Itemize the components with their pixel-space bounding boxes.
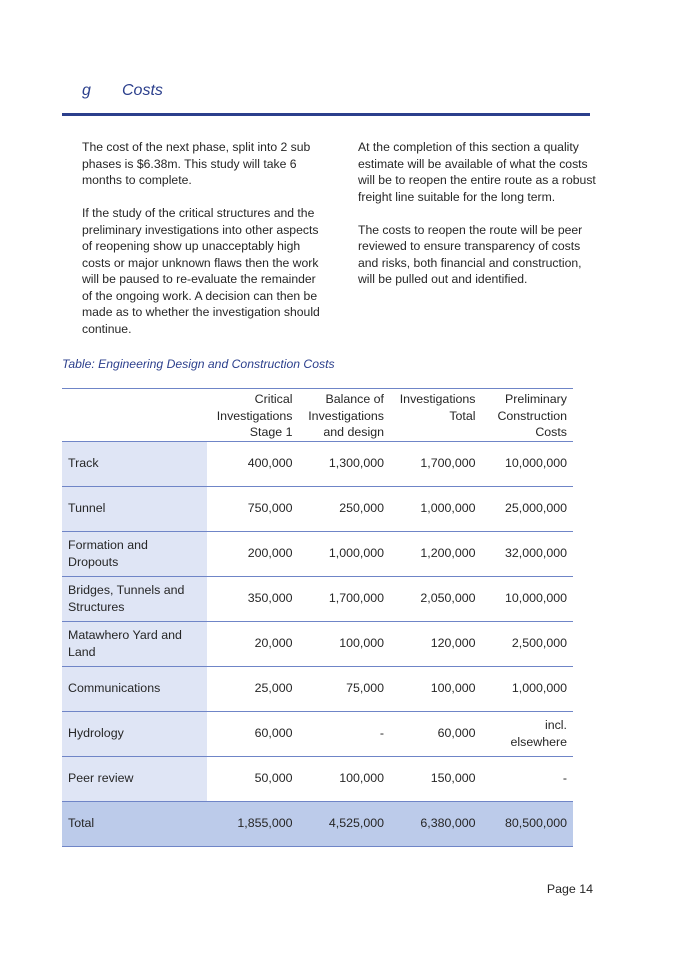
paragraph: At the completion of this section a quality estimate will be available of what the costs will be to reopen the entire route as a robust freight line suitable for the long term. <box>358 140 596 204</box>
table-row <box>62 621 573 666</box>
table-cell: 200,000 <box>207 531 299 576</box>
costs-table <box>62 388 573 847</box>
table-cell: 4,525,000 <box>299 801 391 846</box>
row-label: Peer review <box>62 756 207 801</box>
table-cell: 2,050,000 <box>390 576 482 621</box>
row-label: Bridges, Tunnels and Structures <box>62 576 207 621</box>
row-label: Communications <box>62 666 207 711</box>
table-row <box>62 531 573 576</box>
paragraph: The cost of the next phase, split into 2 sub phases is $6.38m. This study will take 6 months to complete. <box>82 140 311 187</box>
table-cell: - <box>299 711 391 756</box>
total-row <box>62 801 573 846</box>
row-label: Tunnel <box>62 486 207 531</box>
table-row <box>62 441 573 486</box>
table-cell: 25,000,000 <box>482 486 574 531</box>
table-row <box>62 756 573 801</box>
table-row <box>62 666 573 711</box>
table-caption: Table: Engineering Design and Construction Costs <box>62 357 335 371</box>
table-cell: 60,000 <box>207 711 299 756</box>
table-cell: 150,000 <box>390 756 482 801</box>
left-column <box>82 139 322 354</box>
section-letter: g <box>82 82 91 99</box>
paragraph: The costs to reopen the route will be peer reviewed to ensure transparency of costs and risks, both financial and construction, will be pulled out and identified. <box>358 222 583 286</box>
table-cell: 1,000,000 <box>390 486 482 531</box>
table-cell: 100,000 <box>390 666 482 711</box>
row-label: Total <box>62 801 207 846</box>
table-cell: 75,000 <box>299 666 391 711</box>
table-row <box>62 486 573 531</box>
row-label: Formation and Dropouts <box>62 531 207 576</box>
table-cell: 250,000 <box>299 486 391 531</box>
table-cell: 50,000 <box>207 756 299 801</box>
heading-rule <box>62 113 590 116</box>
table-row <box>62 576 573 621</box>
table-cell: 1,300,000 <box>299 441 391 486</box>
table-cell: 120,000 <box>390 621 482 666</box>
table-cell: 60,000 <box>390 711 482 756</box>
row-label: Matawhero Yard and Land <box>62 621 207 666</box>
table-cell: 750,000 <box>207 486 299 531</box>
row-label: Track <box>62 441 207 486</box>
table-cell: 1,000,000 <box>482 666 574 711</box>
right-column <box>358 139 598 304</box>
table-cell: 2,500,000 <box>482 621 574 666</box>
table-cell: 350,000 <box>207 576 299 621</box>
table-row <box>62 711 573 756</box>
paragraph: If the study of the critical structures and the preliminary investigations into other aspects of reopening show up unacceptably high costs or major unknown flaws then the work will be paused to re-evaluate the remainder of the ongoing work. A decision can then be made as to whether the investigation should continue. <box>82 206 320 336</box>
table-cell: - <box>482 756 574 801</box>
table-cell: 10,000,000 <box>482 576 574 621</box>
table-cell: 25,000 <box>207 666 299 711</box>
table-cell: 1,000,000 <box>299 531 391 576</box>
column-header: Critical Investigations Stage 1 <box>207 389 299 442</box>
table-cell: 100,000 <box>299 621 391 666</box>
table-header-row <box>62 389 573 442</box>
row-label: Hydrology <box>62 711 207 756</box>
table-cell: 100,000 <box>299 756 391 801</box>
column-header: Preliminary Construction Costs <box>482 389 574 442</box>
table-cell: 400,000 <box>207 441 299 486</box>
table-cell: incl. elsewhere <box>482 711 574 756</box>
table-cell: 6,380,000 <box>390 801 482 846</box>
table-cell: 1,200,000 <box>390 531 482 576</box>
table-cell: 1,855,000 <box>207 801 299 846</box>
table-cell: 20,000 <box>207 621 299 666</box>
column-header: Balance of Investigations and design <box>299 389 391 442</box>
page-number: Page 14 <box>546 882 593 896</box>
table-cell: 1,700,000 <box>299 576 391 621</box>
table-cell: 1,700,000 <box>390 441 482 486</box>
section-title: Costs <box>122 82 163 99</box>
column-header <box>62 389 207 442</box>
column-header: Investigations Total <box>390 389 482 442</box>
table-cell: 10,000,000 <box>482 441 574 486</box>
table-cell: 32,000,000 <box>482 531 574 576</box>
table-cell: 80,500,000 <box>482 801 574 846</box>
